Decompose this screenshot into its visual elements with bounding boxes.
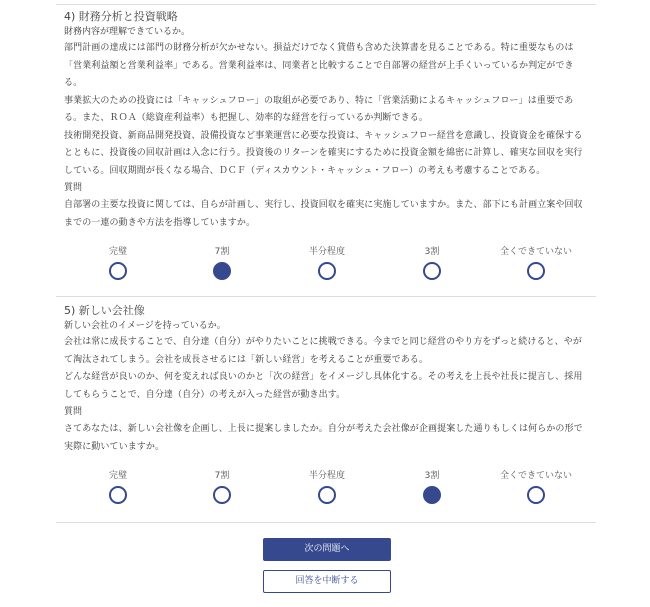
section-subtitle: 財務内容が理解できているか。: [64, 27, 191, 37]
radio-button[interactable]: [109, 262, 127, 280]
option-perfect[interactable]: [78, 470, 158, 504]
option-label: 半分程度: [308, 471, 345, 481]
description-line: どんな経営が良いのか、何を変えれば良いのかと「次の経営」をイメージし具体化する。その考えを上長や社長に提言し、採用: [64, 372, 583, 382]
section-divider: [56, 522, 596, 523]
option-30-percent[interactable]: [392, 470, 472, 504]
option-label: 全くできていない: [499, 471, 572, 481]
question-label: 質問: [64, 183, 83, 193]
question-label: 質問: [64, 407, 83, 417]
option-label: 全くできていない: [499, 247, 572, 257]
option-label: 7割: [214, 471, 230, 481]
option-perfect[interactable]: [78, 246, 158, 280]
option-not-at-all[interactable]: [496, 470, 576, 504]
question-section-4: [64, 9, 594, 232]
radio-button[interactable]: [527, 262, 545, 280]
description-line: る。: [64, 78, 83, 88]
question-text: [64, 197, 594, 232]
question-text: [64, 421, 594, 456]
description-line: している。回収期間が長くなる場合、ＤＣＦ（ディスカウント・キャッシュ・フロー）の考えも考慮することである。: [64, 165, 546, 176]
description-line: る。また、ＲＯＡ（総資産利益率）も把握し、効率的な経営を行っているか判断できる。: [64, 113, 429, 123]
description-line: 技術開発投資、新商品開発投資、設備投資など事業運営に必要な投資は、キャッシュフロー経営を意識し、投資資金を確保する: [64, 130, 583, 141]
answer-options-5: [64, 470, 594, 510]
description-line: とともに、投資後の回収計画は入念に行う。投資後のリターンを確実にするために投資金額を綿密に計算し、確実な回収を実行: [64, 148, 583, 158]
radio-button[interactable]: [527, 486, 545, 504]
description-line: 会社は常に成長することで、自分達（自分）がやりたいことに挑戦できる。今までと同じ経営のやり方をずっと続けると、やが: [64, 337, 582, 347]
option-label: 3割: [424, 471, 440, 481]
option-half[interactable]: [287, 470, 367, 504]
section-description: [64, 40, 594, 180]
question-line: さてあなたは、新しい会社像を企画し、上長に提案しましたか。自分が考えた会社像が企画提案した通りもしくは何らかの形で: [64, 424, 583, 434]
question-line: 自部署の主要な投資に関しては、自らが計画し、実行し、投資回収を確実に実施していますか。また、部下にも計画立案や回収: [64, 200, 583, 210]
suspend-answer-button[interactable]: 回答を中断する: [263, 570, 391, 593]
radio-button[interactable]: [423, 486, 441, 504]
section-subtitle: 新しい会社のイメージを持っているか。: [64, 321, 226, 331]
radio-button[interactable]: [109, 486, 127, 504]
question-line: までの一連の動きや方法を指導していますか。: [64, 217, 256, 228]
radio-button[interactable]: [423, 262, 441, 280]
section-title: 4) 財務分析と投資戦略: [64, 10, 178, 23]
option-70-percent[interactable]: [182, 470, 262, 504]
description-line: してもらうことで、自分達（自分）の考えが入った経営が動き出す。: [64, 389, 346, 400]
radio-button[interactable]: [318, 486, 336, 504]
option-label: 完璧: [108, 471, 127, 481]
description-line: 事業拡大のための投資には「キャッシュフロー」の取組が必要であり、特に「営業活動によるキャッシュフロー」は重要であ: [64, 95, 574, 106]
option-30-percent[interactable]: [392, 246, 472, 280]
option-label: 半分程度: [308, 247, 345, 257]
top-divider: [56, 4, 596, 5]
radio-button[interactable]: [213, 262, 231, 280]
option-label: 3割: [424, 247, 440, 257]
option-half[interactable]: [287, 246, 367, 280]
option-label: 7割: [214, 247, 230, 257]
answer-options-4: [64, 246, 594, 286]
question-line: 実際に動いていますか。: [64, 441, 165, 452]
description-line: 部門計画の達成には部門の財務分析が欠かせない。損益だけでなく貸借も含めた決算書を見ることである。特に重要なものは: [64, 43, 574, 53]
option-not-at-all[interactable]: [496, 246, 576, 280]
option-label: 完璧: [108, 247, 127, 257]
description-line: て淘汰されてしまう。会社を成長させるには「新しい経営」を考えることが重要である。: [64, 354, 429, 365]
section-divider: [56, 296, 596, 297]
option-70-percent[interactable]: [182, 246, 262, 280]
section-title: 5) 新しい会社像: [64, 304, 145, 317]
next-question-button[interactable]: 次の問題へ: [263, 538, 391, 561]
radio-button[interactable]: [213, 486, 231, 504]
question-section-5: [64, 303, 594, 456]
description-line: 「営業利益額と営業利益率」である。営業利益率は、同業者と比較することで自部署の経営が上手くいっているか判定ができ: [64, 60, 574, 71]
section-description: [64, 334, 594, 404]
radio-button[interactable]: [318, 262, 336, 280]
